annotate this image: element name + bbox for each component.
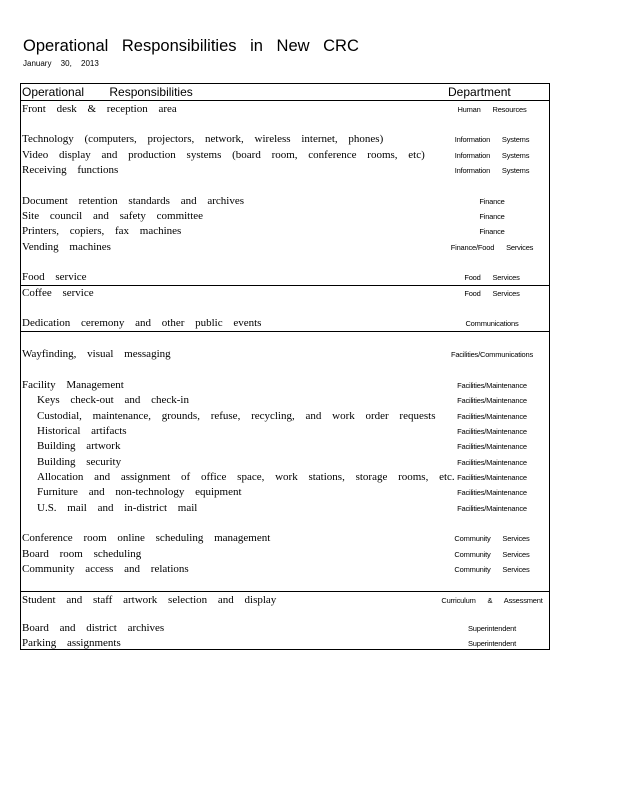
table-row <box>21 485 549 499</box>
table-row <box>21 240 549 254</box>
responsibility-cell: Allocation and assignment of office space, work stations, storage rooms, etc. <box>37 471 455 483</box>
department-cell: Human Resources <box>457 105 527 114</box>
row-divider <box>21 331 549 332</box>
table-row <box>21 393 549 407</box>
department-cell: Information Systems <box>454 166 530 175</box>
department-cell: Facilities/Maintenance <box>457 412 527 421</box>
responsibility-cell: Community access and relations <box>22 563 189 575</box>
responsibility-cell: Conference room online scheduling management <box>22 532 271 544</box>
table-row <box>21 224 549 238</box>
table-row <box>21 378 549 392</box>
table-row <box>21 316 549 330</box>
table-row <box>21 439 549 453</box>
responsibility-cell: Historical artifacts <box>37 425 127 437</box>
table-row <box>21 531 549 545</box>
table-row <box>21 209 549 223</box>
table-row <box>21 286 549 300</box>
department-cell: Facilities/Maintenance <box>457 458 527 467</box>
header-department: Department <box>448 85 511 99</box>
responsibility-cell: Site council and safety committee <box>22 210 204 222</box>
department-cell: Facilities/Maintenance <box>457 504 527 513</box>
responsibility-cell: Student and staff artwork selection and display <box>22 594 277 606</box>
department-cell: Finance/Food Services <box>450 243 534 252</box>
responsibility-cell: Document retention standards and archives <box>22 195 244 207</box>
responsibility-cell: Technology (computers, projectors, network, wireless internet, phones) <box>22 133 384 145</box>
table-row <box>21 102 549 116</box>
document-date: January 30, 2013 <box>23 59 99 68</box>
table-row <box>21 470 549 484</box>
department-cell: Community Services <box>454 565 530 574</box>
department-cell: Facilities/Maintenance <box>457 396 527 405</box>
responsibility-cell: Board room scheduling <box>22 548 142 560</box>
department-cell: Superintendent <box>467 624 517 633</box>
responsibility-cell: Printers, copiers, fax machines <box>22 225 182 237</box>
responsibility-cell: Front desk & reception area <box>22 103 177 115</box>
table-row <box>21 455 549 469</box>
responsibility-cell: Building artwork <box>37 440 121 452</box>
responsibility-cell: Facility Management <box>22 379 124 391</box>
department-cell: Facilities/Maintenance <box>457 488 527 497</box>
department-cell: Curriculum & Assessment <box>441 596 543 605</box>
table-row <box>21 562 549 576</box>
department-cell: Facilities/Communications <box>450 350 534 359</box>
department-cell: Facilities/Maintenance <box>457 473 527 482</box>
department-cell: Finance <box>479 212 505 221</box>
table-row <box>21 132 549 146</box>
table-row <box>21 501 549 515</box>
responsibility-cell: Parking assignments <box>22 637 121 649</box>
table-row <box>21 409 549 423</box>
table-header <box>21 84 549 101</box>
responsibility-cell: Dedication ceremony and other public events <box>22 317 262 329</box>
responsibility-cell: Vending machines <box>22 241 111 253</box>
table-row <box>21 163 549 177</box>
department-cell: Community Services <box>454 534 530 543</box>
department-cell: Superintendent <box>467 639 517 648</box>
responsibility-cell: Custodial, maintenance, grounds, refuse, recycling, and work order requests <box>37 410 436 422</box>
responsibility-cell: Food service <box>22 271 87 283</box>
department-cell: Food Services <box>464 273 520 282</box>
department-cell: Food Services <box>464 289 520 298</box>
department-cell: Finance <box>479 197 505 206</box>
responsibility-cell: U.S. mail and in-district mail <box>37 502 198 514</box>
department-cell: Information Systems <box>454 151 530 160</box>
table-row <box>21 347 549 361</box>
table-row <box>21 194 549 208</box>
department-cell: Communications <box>465 319 519 328</box>
responsibility-cell: Building security <box>37 456 122 468</box>
responsibilities-table <box>20 83 550 650</box>
header-responsibility: Operational Responsibilities <box>22 85 193 99</box>
responsibility-cell: Video display and production systems (board room, conference rooms, etc) <box>22 149 425 161</box>
responsibility-cell: Wayfinding, visual messaging <box>22 348 171 360</box>
responsibility-cell: Furniture and non-technology equipment <box>37 486 242 498</box>
table-row <box>21 593 549 607</box>
department-cell: Facilities/Maintenance <box>457 442 527 451</box>
department-cell: Community Services <box>454 550 530 559</box>
responsibility-cell: Keys check-out and check-in <box>37 394 189 406</box>
department-cell: Facilities/Maintenance <box>457 381 527 390</box>
table-row <box>21 636 549 650</box>
table-row <box>21 547 549 561</box>
table-row <box>21 621 549 635</box>
table-row <box>21 424 549 438</box>
responsibility-cell: Board and district archives <box>22 622 165 634</box>
table-row <box>21 148 549 162</box>
department-cell: Information Systems <box>454 135 530 144</box>
table-row <box>21 270 549 284</box>
responsibility-cell: Coffee service <box>22 287 94 299</box>
document-title: Operational Responsibilities in New CRC <box>23 37 359 55</box>
responsibility-cell: Receiving functions <box>22 164 119 176</box>
department-cell: Finance <box>479 227 505 236</box>
row-divider <box>21 591 549 592</box>
department-cell: Facilities/Maintenance <box>457 427 527 436</box>
